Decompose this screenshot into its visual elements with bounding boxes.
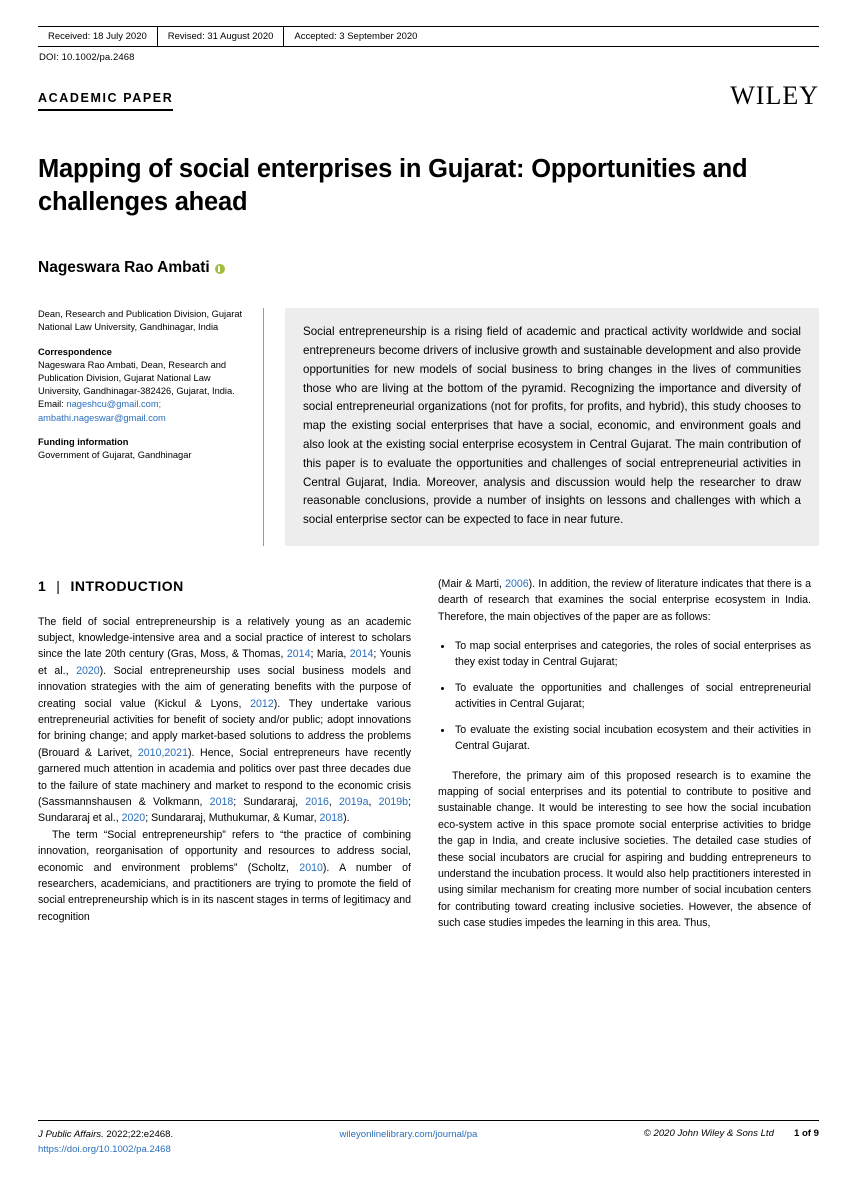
email-label: Email:: [38, 399, 64, 410]
text-run: (Mair & Marti,: [438, 577, 506, 590]
list-item: • To evaluate the existing social incubation ecosystem and their activities in Central Gujarat.: [453, 722, 811, 755]
citation-link[interactable]: 2006: [505, 577, 529, 590]
text-run: ). In addition, the review of literature indicates that there is a dearth of research that examines the social enterprise ecosystem in India. Therefore, the main objectives of the paper are as follows:: [438, 577, 812, 623]
section-heading: [38, 576, 411, 598]
publisher-logo: WILEY: [730, 81, 819, 110]
citation-link[interactable]: 2018: [319, 812, 344, 825]
correspondence-label: Correspondence: [38, 346, 112, 357]
citation-link[interactable]: 2012: [250, 697, 274, 710]
text-run: ). They undertake various entrepreneurial activities for benefit of society and/or public; adopt innovations for brining change; and apply market-based solutions to address the problems (Brouard & Larivet,: [38, 697, 411, 759]
text-run: ,: [368, 796, 379, 808]
text-run: ). A number of researchers, academicians, and practitioners are trying to promote the field of social entrepreneurship which is in its nascent stages in terms of legitimacy and recognition: [38, 861, 411, 923]
funding-label: Funding information: [38, 436, 129, 447]
email-link[interactable]: nageshcu@gmail.com; ambathi.nageswar@gmail.com: [38, 399, 166, 423]
citation-link[interactable]: 2020: [121, 812, 146, 825]
list-item: • To map social enterprises and categories, the roles of social enterprises as they exist today in Central Gujarat;: [453, 638, 811, 671]
funding-text: Government of Gujarat, Gandhinagar: [38, 449, 192, 460]
accepted-date: Accepted: 3 September 2020: [283, 27, 427, 46]
footer-right: [644, 1128, 819, 1139]
author-name: Nageswara Rao Ambati: [38, 259, 210, 277]
revised-date: Revised: 31 August 2020: [157, 27, 284, 46]
header-block: [38, 308, 819, 546]
citation-link[interactable]: 2014: [349, 648, 374, 661]
author-line: [38, 259, 819, 277]
citation-link[interactable]: 2014: [286, 648, 311, 661]
text-run: The field of social entrepreneurship is a relatively young as an academic subject, knowledge-intensive area and a social practice of interest to scholars since the late 20th century (Gras, Moss, & Thomas,: [38, 615, 411, 661]
left-column: [38, 576, 411, 932]
paragraph: [38, 827, 411, 925]
text-run: ; Sundararaj,: [233, 796, 306, 808]
citation-link[interactable]: 2019b: [378, 796, 409, 808]
list-item: • To evaluate the opportunities and challenges of social entrepreneurial activities in Central Gujarat;: [453, 680, 811, 713]
citation-link[interactable]: 2019a: [339, 796, 369, 808]
text-run: ; Sundararaj, Muthukumar, & Kumar,: [145, 812, 320, 825]
article-history-bar: [38, 26, 819, 47]
doi-line: DOI: 10.1002/pa.2468: [39, 52, 135, 63]
citation-link[interactable]: 2020: [76, 664, 100, 677]
section-number: 1: [38, 577, 47, 594]
received-date: Received: 18 July 2020: [48, 30, 147, 42]
page-title: Mapping of social enterprises in Gujarat: Opportunities and challenges ahead: [38, 155, 748, 216]
orcid-icon[interactable]: [215, 264, 225, 274]
page-footer: [38, 1120, 819, 1157]
copyright-text: © 2020 John Wiley & Sons Ltd: [643, 1128, 774, 1140]
objectives-list: [438, 638, 811, 754]
text-run: The term “Social entrepreneurship” refers to “the practice of combining innovation, reorganisation of opportunity and resources to address social, economic and environment problems” (Scholtz,: [38, 828, 411, 874]
text-run: ; Maria,: [310, 648, 350, 661]
citation-link[interactable]: 2016: [305, 796, 329, 808]
section-title: INTRODUCTION: [70, 577, 184, 594]
journal-name: J Public Affairs.: [38, 1129, 104, 1141]
text-run: ; Younis et al.,: [38, 648, 411, 677]
right-column: [438, 576, 811, 932]
text-run: ,: [328, 796, 339, 808]
abstract-text: Social entrepreneurship is a rising field of academic and practical activity worldwide and social entrepreneurs become drivers of inclusive growth and sustainable development and also provide opportunities for new models of social business to bring changes in the lives of communities those who are living at the bottom of the pyramid. Recognizing the importance and diversity of social entrepreneurial organizations (not for profits, for profits, and hybrid), this study chooses to map the existing social enterprises that have a social, economic, and environment goals and also look at the existing social enterprise ecosystem in Central Gujarat. The main contribution of this paper is to evaluate the opportunities and challenges of social entrepreneurial activities in Central Gujarat, India. Moreover, analysis and discussion would help the researcher to draw reasonable conclusions, provide a number of insights on lessons and challenges with which a social enterprise sector can be expected to face in near future.: [285, 308, 819, 546]
article-type-label: ACADEMIC PAPER: [38, 91, 173, 111]
paragraph: [438, 576, 811, 625]
citation-link[interactable]: 2010: [299, 861, 323, 874]
abstract-block: [263, 308, 819, 546]
citation-link[interactable]: 2018: [209, 796, 234, 808]
text-run: ). Social entrepreneurship uses social business models and innovation strategies with the aim of generating benefits with the purpose of creating social value (Kickul & Lyons,: [38, 664, 411, 710]
citation-link[interactable]: 2010,2021: [137, 746, 188, 759]
affiliation-address: Dean, Research and Publication Division, Gujarat National Law University, Gandhinagar, India: [38, 309, 243, 333]
paragraph: [38, 614, 411, 827]
journal-url[interactable]: wileyonlinelibrary.com/journal/pa: [339, 1129, 478, 1141]
citation-volume: 2022;22:e2468.: [103, 1129, 174, 1141]
body-columns: [38, 576, 819, 932]
brand-row: [38, 83, 819, 111]
text-run: ; Sundararaj et al.,: [38, 796, 412, 825]
page-number: 1 of 9: [793, 1128, 819, 1140]
affiliation-block: [38, 308, 263, 546]
doi-link[interactable]: https://doi.org/10.1002/pa.2468: [38, 1143, 171, 1155]
text-run: ). Hence, Social entrepreneurs have recently garnered much attention in academia and politics over past three decades due to the failure of state machinery and market to respond to the economic crisis (Sassmannshausen & Volkmann,: [38, 746, 411, 808]
footer-citation: [38, 1128, 173, 1157]
paragraph: Therefore, the primary aim of this proposed research is to examine the mapping of social enterprises and its potential to contribute to positive and sustainable change. It would be interesting to see how the social incubation eco-system active in this space promote social enterprise activities to bridge the gap in India, and create inclusive societies. The detailed case studies of these social incubators are crucial for aspiring and budding entrepreneurs to understand the incubation process. It would also help practitioners interested in using similar mechanism for creating more number of social incubation centers for contributing toward creating inclusive societies. However, the absence of such case studies impedes the learning in this area. Thus,: [438, 769, 811, 930]
section-separator: |: [56, 577, 61, 594]
correspondence-text: Nageswara Rao Ambati, Dean, Research and Publication Division, Gujarat National Law University, Gandhinagar-382426, Gujarat, India.: [38, 359, 235, 397]
text-run: ).: [343, 812, 350, 825]
